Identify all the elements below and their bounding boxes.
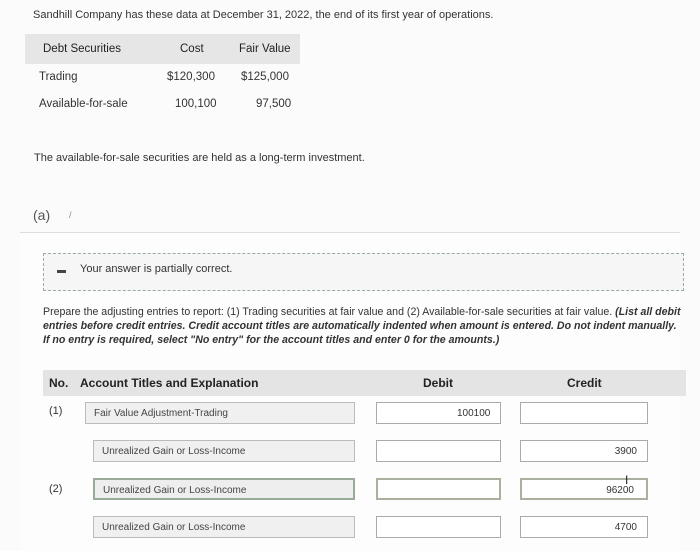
entry-number: (1): [49, 405, 63, 417]
debit-input[interactable]: [376, 516, 501, 538]
row-name: Available-for-sale: [39, 98, 128, 110]
header-debt-securities: Debt Securities: [43, 43, 121, 55]
row-cost: 100,100: [175, 98, 217, 110]
part-label: (a): [33, 207, 51, 223]
investment-note: The available-for-sale securities are held as a long-term investment.: [34, 152, 365, 164]
credit-value: 96200: [606, 485, 634, 496]
text-cursor-icon: I: [625, 473, 629, 487]
edit-mark-icon: /: [69, 210, 72, 220]
credit-input[interactable]: [520, 440, 648, 462]
row-fair-value: 97,500: [256, 98, 292, 110]
instructions-text: Prepare the adjusting entries to report: (1) Trading securities at fair value and (2) Available-for-sale securities at fair value.: [43, 306, 616, 318]
debit-value: 100100: [457, 408, 491, 419]
credit-value: 3900: [614, 446, 637, 457]
account-title-select[interactable]: Unrealized Gain or Loss-Income: [93, 478, 355, 500]
header-credit: Credit: [567, 376, 602, 390]
header-account: Account Titles and Explanation: [80, 376, 259, 390]
entry-number: (2): [49, 483, 63, 495]
credit-input[interactable]: [520, 402, 648, 424]
account-title-select[interactable]: Unrealized Gain or Loss-Income: [93, 440, 355, 462]
header-debit: Debit: [423, 376, 453, 390]
feedback-banner: [43, 253, 684, 291]
row-fair-value: $125,000: [241, 71, 289, 83]
instructions: [43, 305, 683, 347]
debit-input[interactable]: [376, 478, 501, 500]
instructions-emphasis: (List all debit entries before credit entries. Credit account titles are automatically indented when amount is entered. Do not indent manually. If no entry is required, select "No entry" for the account titles and enter 0 for the amounts.): [43, 306, 681, 346]
partial-correct-icon: [57, 270, 66, 273]
credit-input[interactable]: [520, 478, 648, 500]
debit-input[interactable]: [376, 440, 501, 462]
header-no: No.: [49, 376, 69, 390]
credit-value: 4700: [614, 522, 637, 533]
header-fair-value: Fair Value: [239, 43, 291, 55]
problem-intro: Sandhill Company has these data at December 31, 2022, the end of its first year of operations.: [33, 9, 494, 21]
securities-table-header: [25, 34, 300, 64]
debit-input[interactable]: [376, 402, 501, 424]
credit-input[interactable]: [520, 516, 648, 538]
header-cost: Cost: [180, 43, 204, 55]
feedback-message: Your answer is partially correct.: [80, 263, 233, 275]
row-cost: $120,300: [167, 71, 215, 83]
row-name: Trading: [39, 71, 78, 83]
journal-table-header: [43, 370, 686, 396]
account-title-select[interactable]: Unrealized Gain or Loss-Income: [93, 516, 355, 538]
account-title-select[interactable]: Fair Value Adjustment-Trading: [85, 402, 355, 424]
